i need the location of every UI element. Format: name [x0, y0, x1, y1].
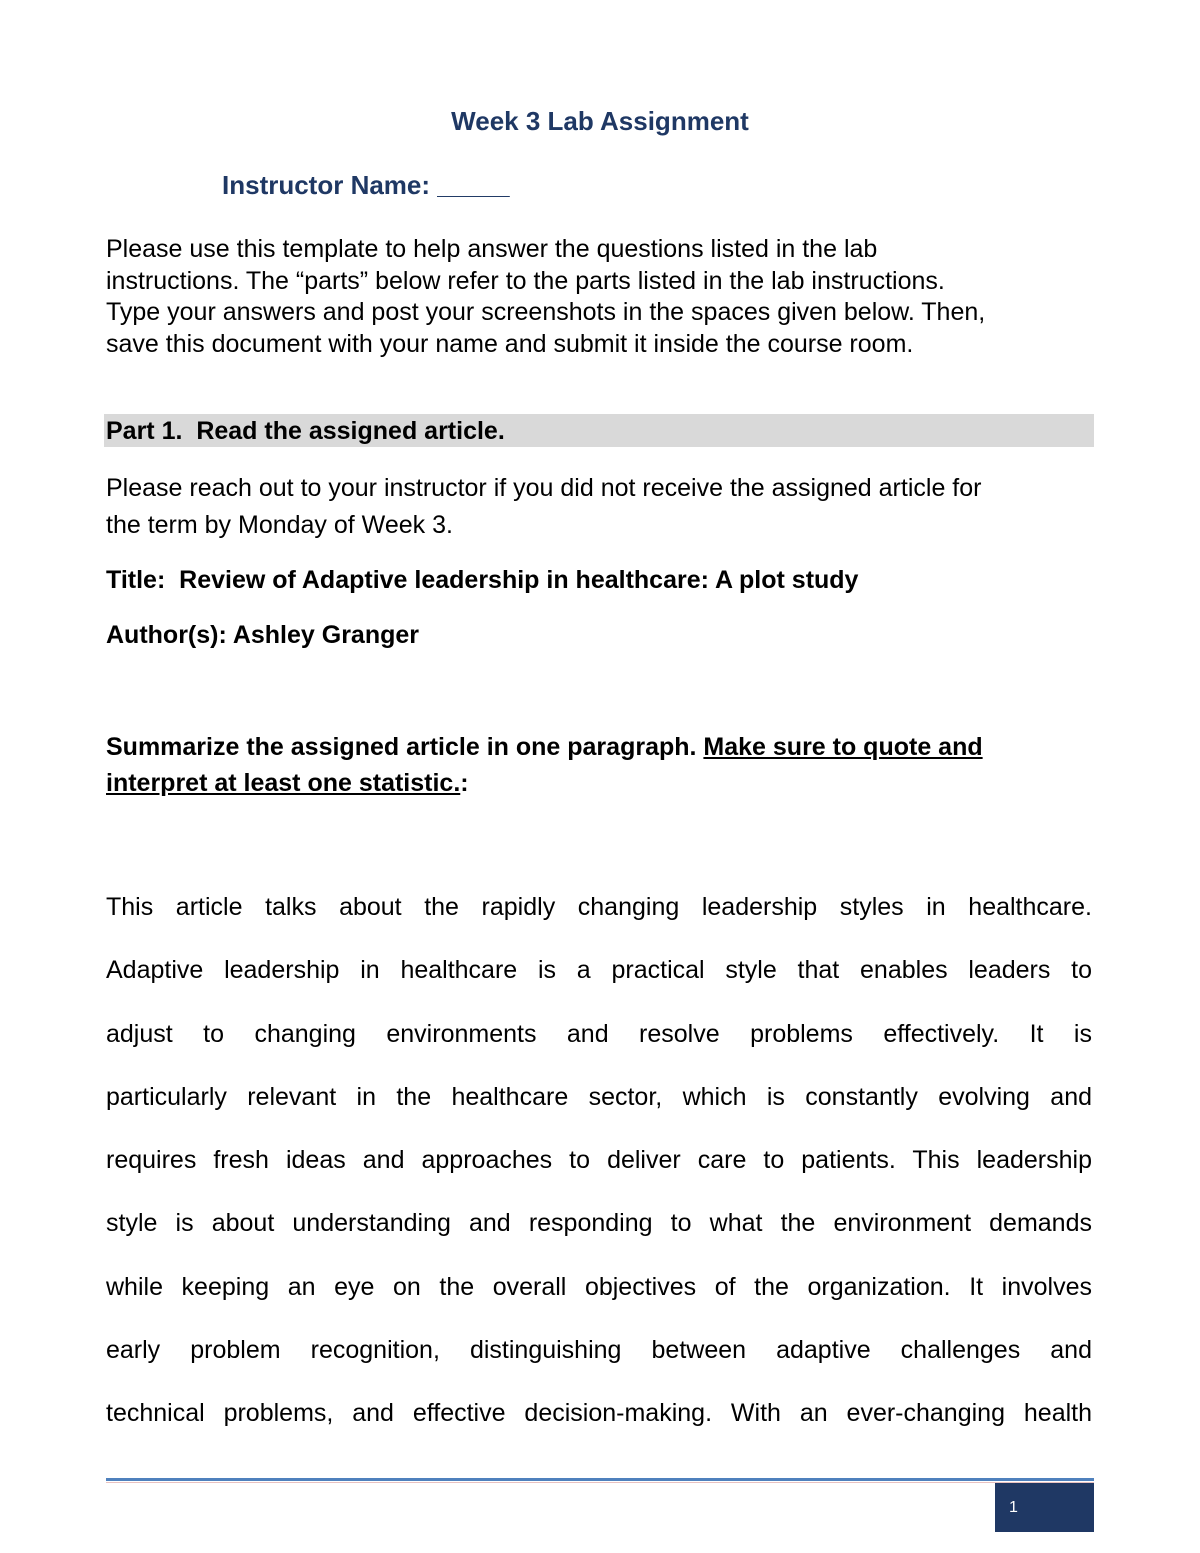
page-number-box [995, 1483, 1094, 1532]
summary-prompt-suffix: : [460, 769, 469, 797]
summary-prompt-line-2 [106, 765, 983, 801]
answer-line-text: Adaptive leadership in healthcare is a practical style that enables leaders to [106, 956, 1092, 985]
answer-line-text: early problem recognition, distinguishing between adaptive challenges and [106, 1336, 1092, 1365]
reach-out-paragraph [106, 470, 981, 544]
answer-line-text: particularly relevant in the healthcare sector, which is constantly evolving and [106, 1082, 1092, 1111]
answer-line [106, 1129, 1092, 1192]
page-number: 1 [1009, 1499, 1018, 1516]
answer-line-text: style is about understanding and responding to what the environment demands [106, 1209, 1092, 1238]
article-author: Author(s): Ashley Granger [106, 621, 420, 649]
instructor-name-line: Instructor Name: _____ [222, 170, 510, 200]
answer-line-text: technical problems, and effective decision-making. With an ever-changing health [106, 1399, 1092, 1428]
answer-line-text: requires fresh ideas and approaches to deliver care to patients. This leadership [106, 1146, 1092, 1175]
answer-line [106, 1382, 1092, 1445]
instructions-line: Type your answers and post your screenshots in the spaces given below. Then, [106, 298, 986, 326]
instructions-line: Please use this template to help answer the questions listed in the lab [106, 235, 878, 263]
article-title: Title: Review of Adaptive leadership in healthcare: A plot study [106, 566, 859, 594]
answer-line [106, 1256, 1092, 1319]
answer-line [106, 1319, 1092, 1382]
answer-line [106, 1192, 1092, 1255]
summary-prompt [106, 729, 983, 801]
answer-line-text: while keeping an eye on the overall objectives of the organization. It involves [106, 1272, 1092, 1301]
answer-line [106, 1003, 1092, 1066]
document-title: Week 3 Lab Assignment [451, 106, 749, 136]
footer-rule-shadow [106, 1482, 1094, 1483]
reach-out-line: the term by Monday of Week 3. [106, 511, 453, 539]
answer-line [106, 876, 1092, 939]
footer-rule [106, 1478, 1094, 1481]
part-1-heading: Part 1. Read the assigned article. [104, 414, 1094, 447]
answer-paragraph[interactable] [106, 876, 1092, 1446]
answer-line [106, 1066, 1092, 1129]
summary-prompt-underlined-1: Make sure to quote and [703, 733, 983, 761]
summary-prompt-underlined-2: interpret at least one statistic. [106, 769, 461, 797]
reach-out-line: Please reach out to your instructor if you did not receive the assigned article for [106, 474, 982, 502]
summary-prompt-line-1 [106, 729, 983, 765]
instructions-paragraph [106, 234, 985, 360]
answer-line-text: This article talks about the rapidly changing leadership styles in healthcare. [106, 893, 1092, 921]
summary-prompt-bold: Summarize the assigned article in one paragraph. [106, 733, 704, 761]
instructions-line: save this document with your name and submit it inside the course room. [106, 329, 914, 358]
instructions-line: instructions. The “parts” below refer to the parts listed in the lab instructions. [106, 266, 945, 295]
answer-line-text: adjust to changing environments and resolve problems effectively. It is [106, 1019, 1092, 1048]
answer-line [106, 939, 1092, 1002]
